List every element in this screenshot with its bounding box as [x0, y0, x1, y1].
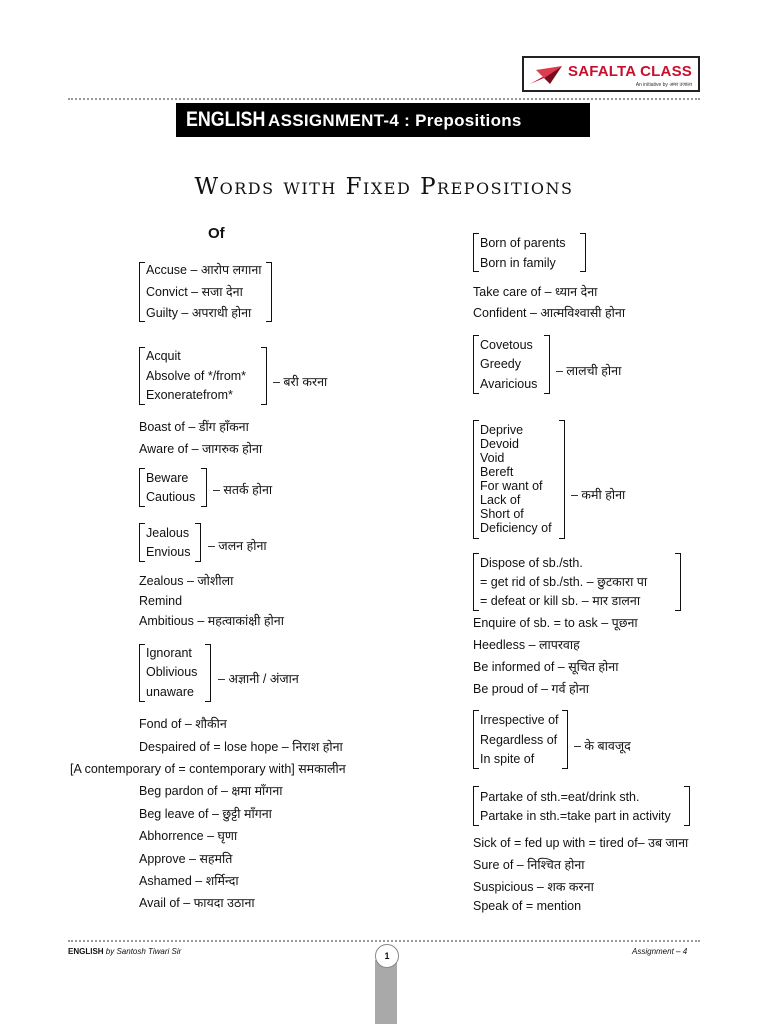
banner-subject: ENGLISH: [186, 108, 266, 131]
list-item: Avail of – फायदा उठाना: [139, 896, 255, 910]
list-item: Ashamed – शर्मिन्दा: [139, 874, 239, 888]
footer-author: by Santosh Tiwari Sir: [105, 947, 182, 956]
list-item: Fond of – शौकीन: [139, 717, 227, 731]
left-bracket: [139, 468, 145, 507]
left-bracket: [473, 710, 479, 769]
list-item: Accuse – आरोप लगाना: [146, 263, 262, 277]
list-item: Acquit: [146, 349, 181, 363]
group-meaning: – कमी होना: [571, 488, 626, 502]
list-item: Partake of sth.=eat/drink sth.: [480, 790, 640, 804]
group-meaning: – अज्ञानी / अंजान: [218, 672, 299, 686]
list-item: Sure of – निश्चित होना: [473, 858, 585, 872]
right-bracket: [195, 523, 201, 562]
list-item: Void: [480, 451, 505, 465]
list-item: Irrespective of: [480, 713, 559, 727]
list-item: Absolve of */from*: [146, 369, 247, 383]
list-item: Covetous: [480, 338, 533, 352]
left-bracket: [473, 335, 479, 394]
list-item: = defeat or kill sb. – मार डालना: [480, 594, 641, 608]
list-item: Guilty – अपराधी होना: [146, 306, 252, 320]
footer-credit: [68, 947, 181, 956]
list-item: unaware: [146, 685, 194, 699]
group-meaning: – बरी करना: [273, 375, 328, 389]
left-bracket: [473, 233, 479, 272]
list-item: Cautious: [146, 490, 196, 504]
list-item: Deficiency of: [480, 521, 552, 535]
footer-divider: [68, 940, 700, 942]
right-bracket: [201, 468, 207, 507]
list-item: Remind: [139, 594, 183, 608]
brand-name: SAFALTA CLASS: [568, 63, 692, 80]
list-item: Despaired of = lose hope – निराश होना: [139, 740, 343, 754]
left-bracket: [473, 553, 479, 611]
left-bracket: [139, 523, 145, 562]
right-bracket: [266, 262, 272, 322]
banner-assignment: ASSIGNMENT-4 : Prepositions: [268, 111, 522, 130]
right-bracket: [684, 786, 690, 826]
list-item: Ambitious – महत्वाकांक्षी होना: [139, 614, 284, 628]
paper-plane-icon: [530, 64, 564, 86]
right-bracket: [580, 233, 586, 272]
header-divider: [68, 98, 700, 100]
list-item: In spite of: [480, 752, 535, 766]
right-bracket: [261, 347, 267, 405]
list-item: Heedless – लापरवाह: [473, 638, 580, 652]
list-item: Devoid: [480, 437, 519, 451]
list-item: Beg pardon of – क्षमा माँगना: [139, 784, 283, 798]
list-item: Boast of – डींग हाँकना: [139, 420, 249, 434]
left-bracket: [139, 644, 145, 702]
list-item: Beware: [146, 471, 189, 485]
left-bracket: [473, 786, 479, 826]
group-meaning: – के बावजूद: [574, 739, 631, 753]
list-item: For want of: [480, 479, 543, 493]
list-item: Confident – आत्मविश्वासी होना: [473, 306, 626, 320]
list-item: Be proud of – गर्व होना: [473, 682, 590, 696]
safalta-class-logo: [522, 56, 700, 92]
list-item: Speak of = mention: [473, 899, 582, 913]
list-item: Ignorant: [146, 646, 192, 660]
page-title: Words with Fixed Prepositions: [194, 174, 574, 200]
list-item: Suspicious – शक करना: [473, 880, 594, 894]
footer-brand: ENGLISH: [68, 947, 104, 956]
list-item: Jealous: [146, 526, 190, 540]
list-item: Aware of – जागरुक होना: [139, 442, 263, 456]
list-item: Convict – सजा देना: [146, 285, 243, 299]
list-item: Oblivious: [146, 665, 198, 679]
list-item: Lack of: [480, 493, 521, 507]
list-item: Deprive: [480, 423, 524, 437]
left-bracket: [139, 262, 145, 322]
list-item: Abhorrence – घृणा: [139, 829, 238, 843]
list-item: Partake in sth.=take part in activity: [480, 809, 671, 823]
group-meaning: – सतर्क होना: [213, 483, 273, 497]
section-heading-of: Of: [208, 225, 225, 242]
list-item: Exoneratefrom*: [146, 388, 233, 402]
list-item: Zealous – जोशीला: [139, 574, 234, 588]
assignment-banner: [176, 103, 590, 137]
brand-tagline: An initiative by अमर उजाला: [635, 82, 692, 88]
right-bracket: [544, 335, 550, 394]
list-item: Greedy: [480, 357, 521, 371]
right-bracket: [675, 553, 681, 611]
group-meaning: – लालची होना: [556, 364, 622, 378]
footer-assignment: Assignment – 4: [632, 947, 688, 956]
left-bracket: [139, 347, 145, 405]
list-item: Take care of – ध्यान देना: [473, 285, 598, 299]
right-bracket: [205, 644, 211, 702]
list-item: Approve – सहमति: [139, 852, 233, 866]
right-bracket: [559, 420, 565, 539]
left-bracket: [473, 420, 479, 539]
list-item: = get rid of sb./sth. – छुटकारा पा: [480, 575, 648, 589]
list-item: Beg leave of – छुट्टी माँगना: [139, 807, 272, 821]
list-item: Enquire of sb. = to ask – पूछना: [473, 616, 638, 630]
list-item: Born of parents: [480, 236, 566, 250]
list-item: Bereft: [480, 465, 514, 479]
right-bracket: [562, 710, 568, 769]
list-item: Be informed of – सूचित होना: [473, 660, 619, 674]
list-item: [A contemporary of = contemporary with] समकालीन: [70, 762, 346, 776]
group-meaning: – जलन होना: [208, 539, 267, 553]
page-number: 1: [375, 944, 399, 968]
list-item: Sick of = fed up with = tired of– उब जाना: [473, 836, 689, 850]
page-tab: [375, 960, 397, 1024]
list-item: Born in family: [480, 256, 556, 270]
list-item: Regardless of: [480, 733, 558, 747]
list-item: Avaricious: [480, 377, 538, 391]
list-item: Dispose of sb./sth.: [480, 556, 583, 570]
list-item: Short of: [480, 507, 524, 521]
list-item: Envious: [146, 545, 191, 559]
